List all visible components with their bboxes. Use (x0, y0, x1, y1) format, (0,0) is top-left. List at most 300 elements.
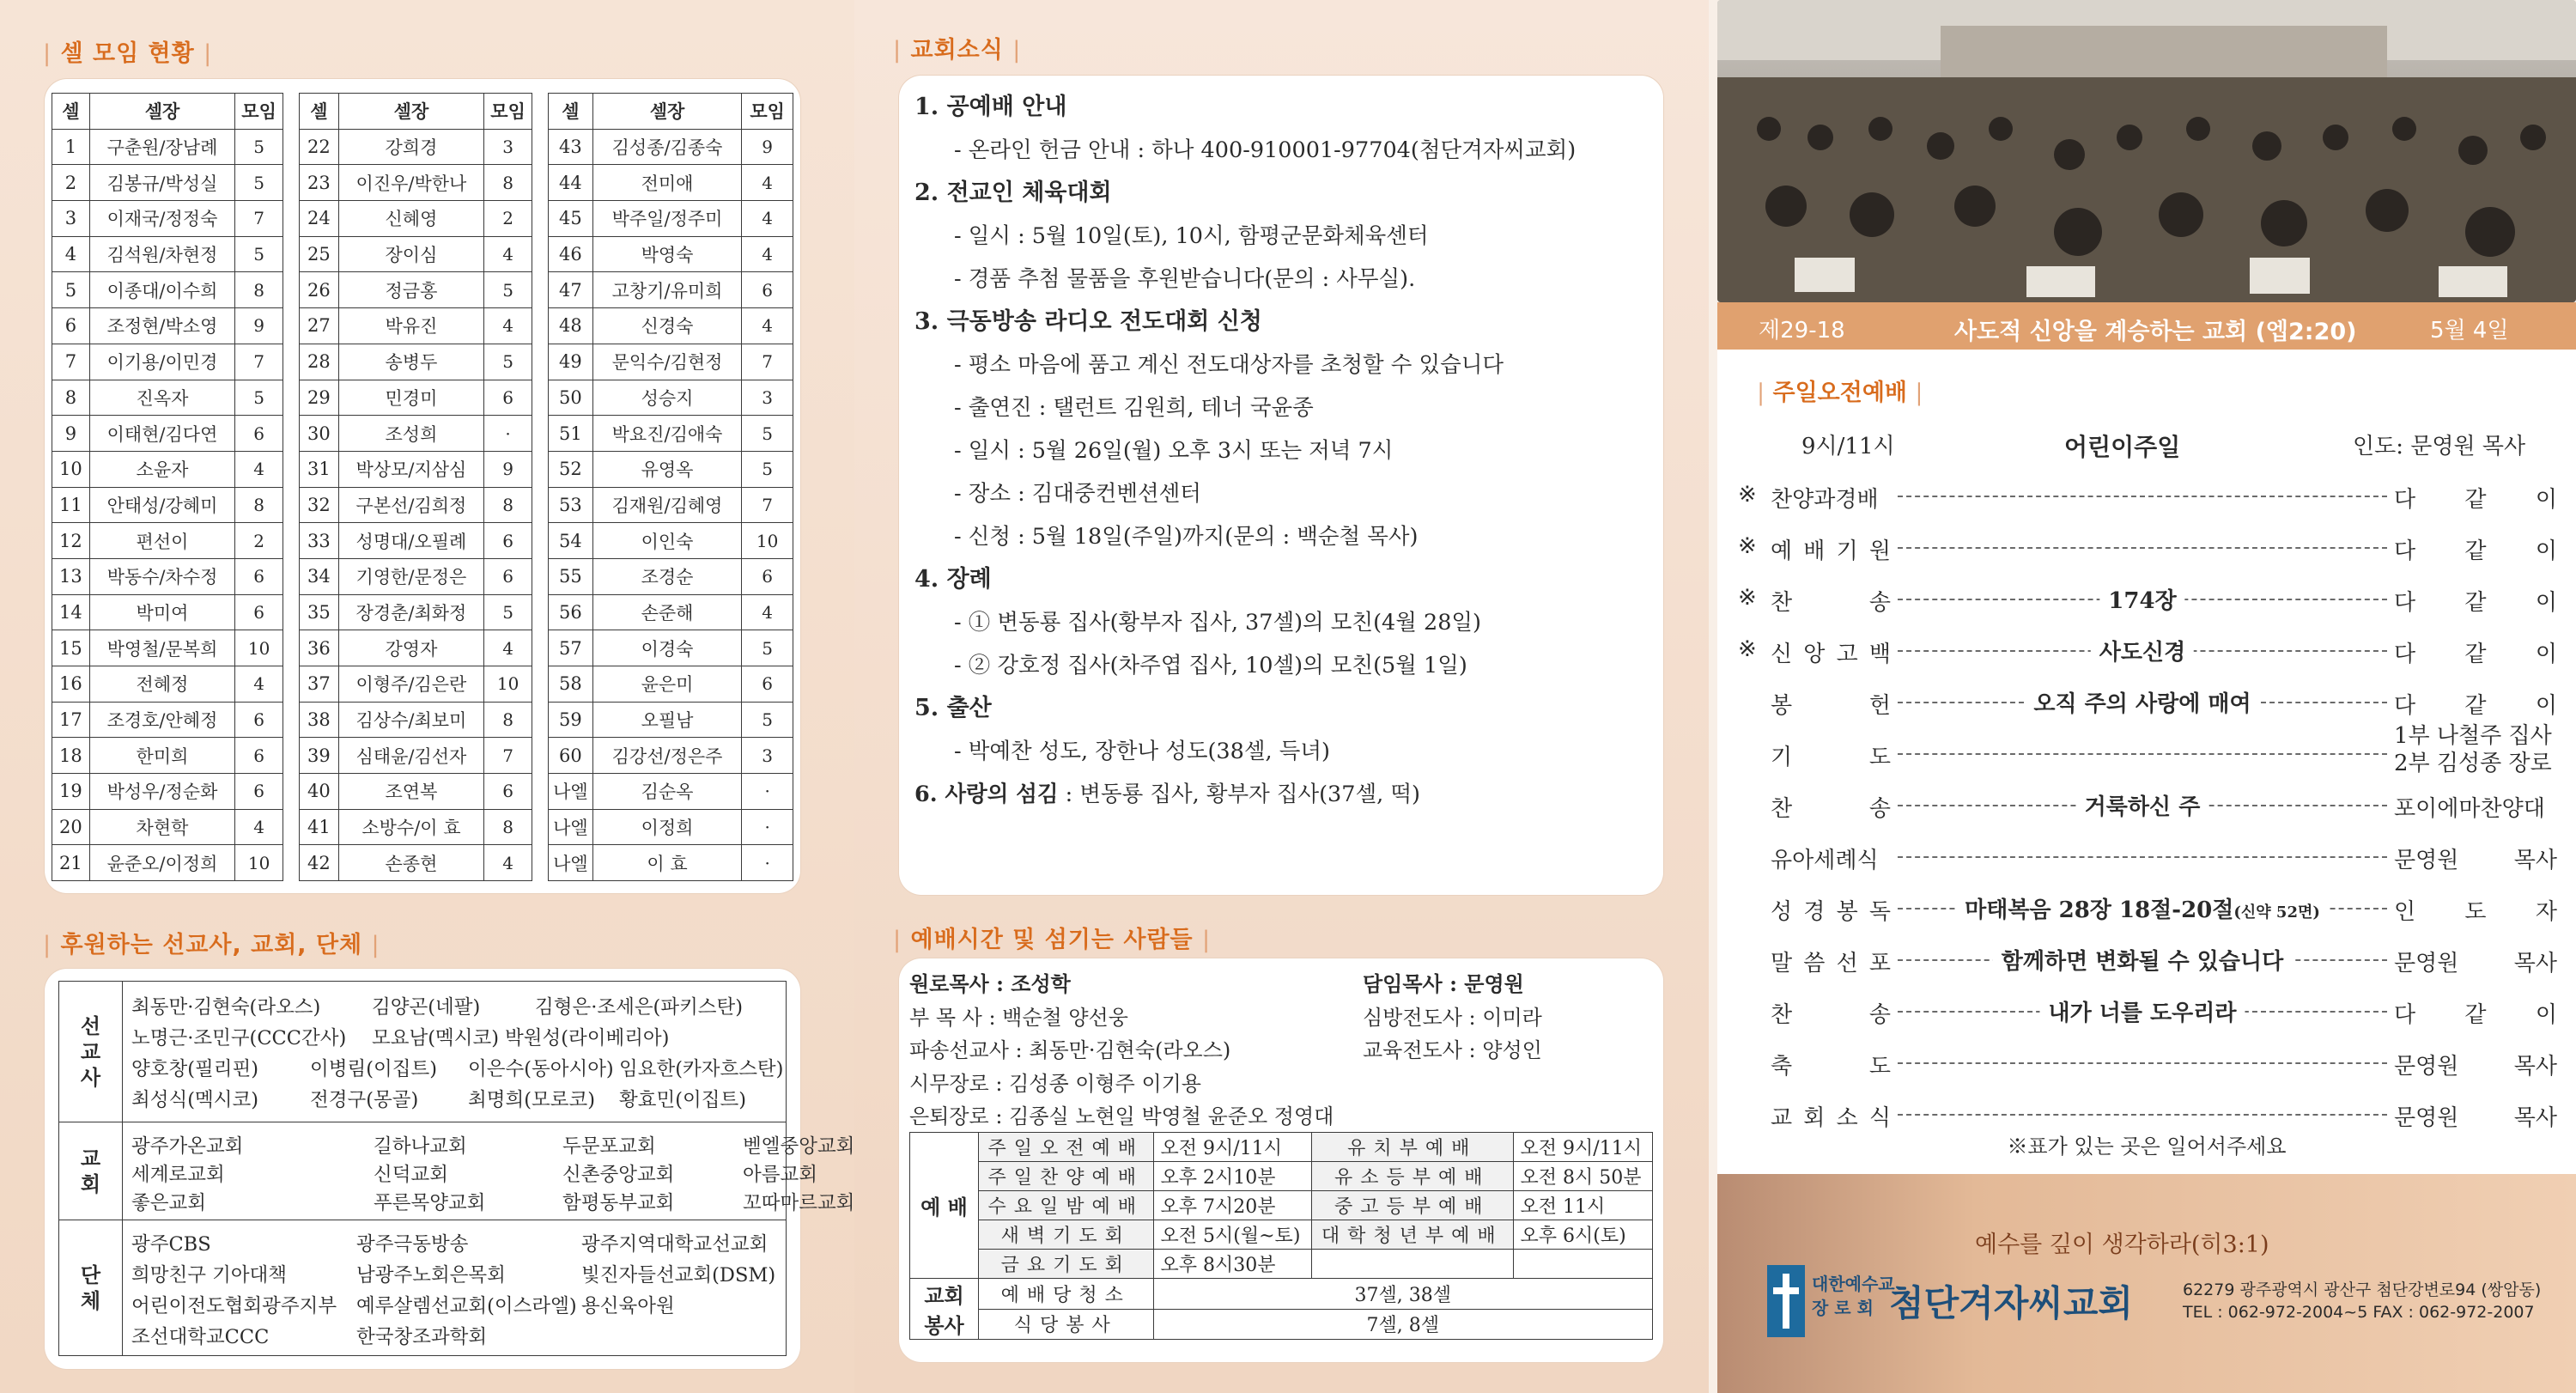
cell-number: 50 (549, 380, 593, 416)
order-by (2389, 722, 2552, 777)
cell-leader: 손준해 (592, 594, 741, 630)
cell-row (300, 308, 532, 344)
times-cell: 오전 5시(월~토) (1153, 1220, 1311, 1250)
order-row (1717, 934, 2576, 985)
cells-header: 셀장 (338, 94, 483, 130)
cell-count: 10 (742, 523, 793, 559)
org-list (123, 1220, 787, 1356)
worship-order (1717, 350, 2576, 1174)
news-item: - 일시 : 5월 26일(월) 오후 3시 또는 저녁 7시 (954, 438, 1394, 464)
cell-leader: 이정희 (592, 809, 741, 845)
cell-number: 18 (52, 738, 90, 774)
support-item: 광주가온교회 (131, 1134, 244, 1158)
cell-number: 9 (52, 416, 90, 452)
cell-row (52, 451, 283, 487)
cell-row (300, 523, 532, 559)
cell-count: 3 (484, 129, 532, 165)
cell-number: 11 (52, 487, 90, 523)
cell-count: 5 (484, 272, 532, 308)
support-item: 아름교회 (743, 1163, 817, 1186)
cell-number: 45 (549, 201, 593, 237)
cell-count: 8 (484, 165, 532, 201)
news-item: - 평소 마음에 품고 계신 전도대상자를 초청할 수 있습니다 (954, 352, 1504, 378)
order-name: 찬양과경배 (1771, 487, 1879, 513)
cell-count: 7 (235, 344, 283, 380)
support-item: 두문포교회 (562, 1134, 656, 1158)
order-row (1717, 676, 2576, 727)
cell-count: 8 (484, 809, 532, 845)
cell-row (300, 774, 532, 810)
support-item: 김양곤(네팔) (372, 995, 481, 1019)
cell-leader: 장경춘/최화정 (338, 594, 483, 630)
cell-row (300, 201, 532, 237)
worship-title: | 주일오전예배 | (1757, 380, 1923, 406)
church-name: 첨단겨자씨교회 (1889, 1282, 2134, 1324)
cell-count: 5 (235, 236, 283, 272)
cell-count: 4 (235, 809, 283, 845)
times-cell: 교회 봉사 (910, 1279, 979, 1340)
cell-row (52, 129, 283, 165)
order-name: 예 배 기 원 (1771, 538, 1891, 564)
order-name: 찬 송 (1771, 1002, 1891, 1028)
times-cell: 37셀, 38셀 (1153, 1279, 1652, 1310)
support-item: 광주극동방송 (356, 1232, 469, 1256)
support-item: 벧엘중앙교회 (743, 1134, 855, 1158)
cell-leader: 이인숙 (592, 523, 741, 559)
cell-number: 47 (549, 272, 593, 308)
cell-row (52, 344, 283, 380)
cells-section-title: | 셀 모임 현황 | (43, 40, 213, 67)
cell-number: 27 (300, 308, 339, 344)
cell-leader: 김석원/차현정 (89, 236, 234, 272)
cell-number: 36 (300, 630, 339, 666)
order-name: 찬 송 (1771, 590, 1891, 616)
cells-table-2 (299, 93, 532, 881)
cell-leader: 이진우/박한나 (338, 165, 483, 201)
order-content: 마태복음 28장 18절-20절(신약 52면) (1956, 892, 2329, 924)
cell-number: 54 (549, 523, 593, 559)
support-item: 함평동부교회 (562, 1191, 675, 1214)
cell-leader: 강영자 (338, 630, 483, 666)
dotted-leader (1898, 496, 2387, 497)
cell-number: 12 (52, 523, 90, 559)
cell-number: 60 (549, 738, 593, 774)
cell-number: 39 (300, 738, 339, 774)
cell-row (300, 344, 532, 380)
cell-leader: 박요진/김애숙 (592, 416, 741, 452)
order-name: 기 도 (1771, 745, 1891, 770)
cells-header: 셀장 (592, 94, 741, 130)
order-by: 포이에마찬양대 (2389, 791, 2557, 823)
cell-number: 26 (300, 272, 339, 308)
times-cell: 7셀, 8셀 (1153, 1309, 1652, 1340)
cell-count: 6 (742, 666, 793, 703)
cells-table-3 (548, 93, 793, 881)
bulletin-banner (1717, 302, 2576, 350)
cell-leader: 박미여 (89, 594, 234, 630)
news-heading: 3. 극동방송 라디오 전도대회 신청 (914, 308, 1262, 335)
cell-row (52, 272, 283, 308)
support-item: 신촌중앙교회 (562, 1163, 675, 1186)
cell-number: 41 (300, 809, 339, 845)
cell-number: 23 (300, 165, 339, 201)
cell-count: 6 (235, 416, 283, 452)
cells-header: 셀장 (89, 94, 234, 130)
cell-count: 6 (742, 272, 793, 308)
cell-leader: 차현학 (89, 809, 234, 845)
cell-row (52, 308, 283, 344)
cell-count: 4 (742, 308, 793, 344)
order-content: 내가 너를 도우리라 (2039, 995, 2245, 1027)
news-list (914, 86, 1653, 816)
cell-count: 4 (484, 630, 532, 666)
news-heading-row (914, 773, 1653, 816)
order-by-line: 1부 나철주 집사 (2394, 723, 2552, 749)
cell-count: 5 (235, 165, 283, 201)
times-cell: 오전 9시/11시 (1513, 1133, 1652, 1162)
cell-row (300, 738, 532, 774)
cell-row (300, 666, 532, 703)
cell-leader: 진옥자 (89, 380, 234, 416)
news-item: - 장소 : 김대중컨벤션센터 (954, 481, 1201, 507)
dotted-leader (1898, 753, 2387, 755)
order-row (1717, 882, 2576, 934)
news-heading-row (914, 86, 1653, 129)
denomination: 대한예수교 장 로 회 (1812, 1274, 1895, 1318)
cell-row (52, 487, 283, 523)
news-item: - ① 변동룡 집사(황부자 집사, 37셀)의 모친(4월 28일) (954, 610, 1482, 636)
cell-leader: 강희경 (338, 129, 483, 165)
news-heading: 4. 장례 (914, 566, 992, 593)
edu-evangelist: 교육전도사 : 양성인 (1363, 1038, 1542, 1062)
cell-row (52, 236, 283, 272)
cell-row (52, 380, 283, 416)
cell-row (300, 165, 532, 201)
order-content: 함께하면 변화될 수 있습니다 (1993, 944, 2293, 976)
cell-number: 33 (300, 523, 339, 559)
cell-row (52, 845, 283, 881)
cell-count: 5 (235, 129, 283, 165)
cell-count: · (742, 774, 793, 810)
order-by: 다 같 이 (2389, 533, 2557, 565)
cell-count: 4 (484, 308, 532, 344)
news-heading-row (914, 172, 1653, 215)
cell-row (549, 165, 793, 201)
cell-row (52, 165, 283, 201)
cell-row (549, 630, 793, 666)
cell-count: 4 (484, 236, 532, 272)
cell-number: 58 (549, 666, 593, 703)
cell-leader: 유영옥 (592, 451, 741, 487)
cell-leader: 성승지 (592, 380, 741, 416)
news-item: - 출연진 : 탤런트 김원희, 테너 국윤종 (954, 395, 1314, 421)
cell-leader: 박영숙 (592, 236, 741, 272)
news-item: - 온라인 헌금 안내 : 하나 400-910001-97704(첨단겨자씨교회) (954, 137, 1577, 163)
times-cell: 오후 7시20분 (1153, 1191, 1311, 1220)
cells-header: 모임 (235, 94, 283, 130)
cell-number: 7 (52, 344, 90, 380)
cell-leader: 민경미 (338, 380, 483, 416)
cell-count: 8 (235, 272, 283, 308)
cell-count: 5 (235, 380, 283, 416)
news-heading: 1. 공예배 안내 (914, 94, 1067, 120)
order-name: 교 회 소 식 (1771, 1105, 1891, 1131)
cell-leader: 조정현/박소영 (89, 308, 234, 344)
times-cell: 대학청년부예배 (1311, 1220, 1513, 1250)
cell-row (300, 272, 532, 308)
cell-count: 7 (235, 201, 283, 237)
cells-header: 모임 (742, 94, 793, 130)
cell-row (300, 487, 532, 523)
stand-mark: ※ (1738, 585, 1757, 611)
stand-mark: ※ (1738, 482, 1757, 508)
cell-leader: 이 효 (592, 845, 741, 881)
cell-number: 4 (52, 236, 90, 272)
cell-count: 6 (484, 774, 532, 810)
cell-row (549, 451, 793, 487)
cell-count: 4 (742, 236, 793, 272)
support-item: 남광주노회은목회 (356, 1263, 506, 1287)
bulletin-date: 5월 4일 (2430, 318, 2509, 344)
order-by: 문영원 목사 (2389, 1049, 2557, 1080)
cell-number: 2 (52, 165, 90, 201)
cell-row (300, 702, 532, 738)
cell-number: 13 (52, 558, 90, 594)
cell-count: · (484, 416, 532, 452)
support-item: 용신육아원 (581, 1294, 675, 1317)
elder-pastor: 원로목사 : 조성학 (909, 971, 1071, 996)
counsel-evangelist: 심방전도사 : 이미라 (1363, 1005, 1542, 1030)
news-heading-row (914, 558, 1653, 601)
church-motto: 사도적 신앙을 계승하는 교회 (엡2:20) (1954, 319, 2357, 345)
cell-row (52, 523, 283, 559)
church-list (123, 1122, 855, 1220)
church-footer (1717, 1174, 2576, 1393)
news-item: - 경품 추첨 물품을 후원받습니다(문의 : 사무실). (954, 266, 1416, 292)
support-item: 노명근·조민구(CCC간사) (131, 1026, 347, 1049)
cell-count: 7 (484, 738, 532, 774)
times-cell: 주일오전예배 (979, 1133, 1154, 1162)
congregation-photo (1717, 0, 2576, 302)
times-section-title: | 예배시간 및 섬기는 사람들 | (893, 927, 1212, 953)
cell-row (52, 666, 283, 703)
cell-row (300, 129, 532, 165)
order-name: 축 도 (1771, 1054, 1891, 1080)
cell-row (52, 594, 283, 630)
cell-number: 8 (52, 380, 90, 416)
senior-pastor: 담임목사 : 문영원 (1363, 971, 1524, 996)
cell-number: 35 (300, 594, 339, 630)
cells-header: 셀 (300, 94, 339, 130)
cell-count: 9 (742, 129, 793, 165)
cell-leader: 심태윤/김선자 (338, 738, 483, 774)
news-item: - ② 강호정 집사(차주엽 집사, 10셀)의 모친(5월 1일) (954, 653, 1467, 678)
support-item: 최성식(멕시코) (131, 1088, 258, 1111)
cell-row (300, 416, 532, 452)
cell-count: 4 (484, 845, 532, 881)
cell-count: 6 (484, 523, 532, 559)
support-item: 빛진자들선교회(DSM) (581, 1263, 776, 1287)
cell-leader: 장이심 (338, 236, 483, 272)
order-by: 문영원 목사 (2389, 1100, 2557, 1132)
cell-leader: 조경순 (592, 558, 741, 594)
worship-time: 9시/11시 (1801, 434, 1895, 459)
support-item: 양호창(필리핀) (131, 1057, 258, 1080)
cell-row (549, 201, 793, 237)
assoc-pastor: 부 목 사 : 백순철 양선웅 (909, 1005, 1128, 1030)
cell-leader: 박동수/차수정 (89, 558, 234, 594)
support-item: 신덕교회 (374, 1163, 448, 1186)
support-item: 예루살렘선교회(이스라엘) (356, 1294, 577, 1317)
cells-header: 셀 (549, 94, 593, 130)
news-section-title: | 교회소식 | (893, 37, 1022, 64)
cell-row (52, 702, 283, 738)
times-cell (1311, 1250, 1513, 1279)
cell-leader: 이태현/김다연 (89, 416, 234, 452)
order-name: 찬 송 (1771, 796, 1891, 822)
cell-row (52, 630, 283, 666)
cell-number: 25 (300, 236, 339, 272)
cell-number: 51 (549, 416, 593, 452)
order-name: 봉 헌 (1771, 693, 1891, 719)
cell-leader: 고창기/유미희 (592, 272, 741, 308)
news-heading: 5. 출산 (914, 695, 992, 721)
cell-count: 4 (742, 594, 793, 630)
order-name: 성 경 봉 독 (1771, 899, 1891, 925)
support-box (45, 969, 855, 1369)
times-cell: 오후 8시30분 (1153, 1250, 1311, 1279)
cell-count: 8 (484, 487, 532, 523)
news-heading-row (914, 687, 1653, 730)
order-content: 사도신경 (2091, 635, 2194, 666)
cell-count: 4 (235, 666, 283, 703)
cell-count: 2 (484, 201, 532, 237)
missionary-list (123, 982, 787, 1122)
cell-number: 16 (52, 666, 90, 703)
cell-row (549, 344, 793, 380)
times-cell: 유치부예배 (1311, 1133, 1513, 1162)
cell-count: 7 (742, 344, 793, 380)
order-row (1717, 573, 2576, 624)
cell-leader: 이형주/김은란 (338, 666, 483, 703)
cell-row (300, 594, 532, 630)
times-cell: 중고등부예배 (1311, 1191, 1513, 1220)
order-content: 오직 주의 사랑에 매여 (2025, 686, 2259, 718)
order-row (1717, 624, 2576, 676)
cell-leader: 김상수/최보미 (338, 702, 483, 738)
support-item: 광주CBS (131, 1232, 211, 1256)
news-heading-row (914, 301, 1653, 344)
cell-count: 8 (235, 487, 283, 523)
cell-number: 46 (549, 236, 593, 272)
news-item: - 신청 : 5월 18일(주일)까지(문의 : 백순철 목사) (954, 524, 1419, 550)
order-by-line: 2부 김성종 장로 (2394, 751, 2552, 776)
support-item: 임요한(카자흐스탄) (619, 1057, 784, 1080)
cell-count: 10 (235, 630, 283, 666)
cross-logo-icon (1767, 1265, 1805, 1337)
support-item: 전경구(몽골) (310, 1088, 419, 1111)
sent-missionary: 파송선교사 : 최동만·김현숙(라오스) (909, 1038, 1231, 1062)
times-cell: 오전 11시 (1513, 1191, 1652, 1220)
cell-count: 6 (235, 738, 283, 774)
support-table (58, 981, 855, 1356)
cell-row (300, 380, 532, 416)
cell-number: 48 (549, 308, 593, 344)
cell-leader: 소방수/이 효 (338, 809, 483, 845)
times-cell: 수요일밤예배 (979, 1191, 1154, 1220)
cell-number: 나엘 (549, 809, 593, 845)
order-row (1717, 985, 2576, 1037)
cell-row (549, 380, 793, 416)
cell-leader: 김성종/김종숙 (592, 129, 741, 165)
support-item: 이병림(이집트) (310, 1057, 437, 1080)
cell-leader: 송병두 (338, 344, 483, 380)
cell-number: 나엘 (549, 845, 593, 881)
cell-leader: 기영한/문정은 (338, 558, 483, 594)
cell-count: 9 (484, 451, 532, 487)
cell-count: 5 (484, 594, 532, 630)
order-by: 다 같 이 (2389, 997, 2557, 1029)
cell-number: 1 (52, 129, 90, 165)
support-item: 최명희(모로코) (468, 1088, 595, 1111)
order-content: 거룩하신 주 (2076, 789, 2209, 821)
stand-mark: ※ (1738, 533, 1757, 559)
cell-count: 4 (742, 201, 793, 237)
worship-theme: 어린이주일 (2064, 433, 2181, 461)
times-cell: 금요기도회 (979, 1250, 1154, 1279)
serving-elders: 시무장로 : 김성종 이형주 이기용 (909, 1071, 1201, 1096)
cell-number: 5 (52, 272, 90, 308)
support-item: 조선대학교CCC (131, 1325, 270, 1348)
cell-count: 5 (742, 630, 793, 666)
support-item: 황효민(이집트) (619, 1088, 746, 1111)
cell-leader: 한미희 (89, 738, 234, 774)
cell-row (549, 416, 793, 452)
cell-row (52, 416, 283, 452)
order-row (1717, 470, 2576, 521)
times-cell: 오전 8시 50분 (1513, 1162, 1652, 1191)
cell-leader: 이재국/정정숙 (89, 201, 234, 237)
times-cell: 오후 6시(토) (1513, 1220, 1652, 1250)
cell-count: 9 (235, 308, 283, 344)
cell-leader: 윤은미 (592, 666, 741, 703)
retired-elders: 은퇴장로 : 김종실 노현일 박영철 윤준오 정영대 (909, 1104, 1334, 1128)
cell-count: 5 (742, 451, 793, 487)
cell-count: 2 (235, 523, 283, 559)
support-item: 어린이전도협회광주지부 (131, 1294, 337, 1317)
cell-number: 55 (549, 558, 593, 594)
order-by: 문영원 목사 (2389, 946, 2557, 977)
order-row (1717, 521, 2576, 573)
order-by: 문영원 목사 (2389, 842, 2557, 874)
news-heading: 6. 사랑의 섬김 (914, 782, 1059, 807)
cell-count: 8 (484, 702, 532, 738)
cell-count: 10 (484, 666, 532, 703)
stand-mark: ※ (1738, 636, 1757, 662)
cell-number: 32 (300, 487, 339, 523)
cell-leader: 편선이 (89, 523, 234, 559)
cell-number: 21 (52, 845, 90, 881)
staff-list (909, 967, 1656, 1133)
cell-leader: 신혜영 (338, 201, 483, 237)
cell-count: 10 (235, 845, 283, 881)
cell-count: 6 (235, 702, 283, 738)
cell-count: 6 (742, 558, 793, 594)
times-cell: 예 배 (910, 1133, 979, 1279)
cell-leader: 조성희 (338, 416, 483, 452)
cell-leader: 박주일/정주미 (592, 201, 741, 237)
cell-leader: 손종현 (338, 845, 483, 881)
